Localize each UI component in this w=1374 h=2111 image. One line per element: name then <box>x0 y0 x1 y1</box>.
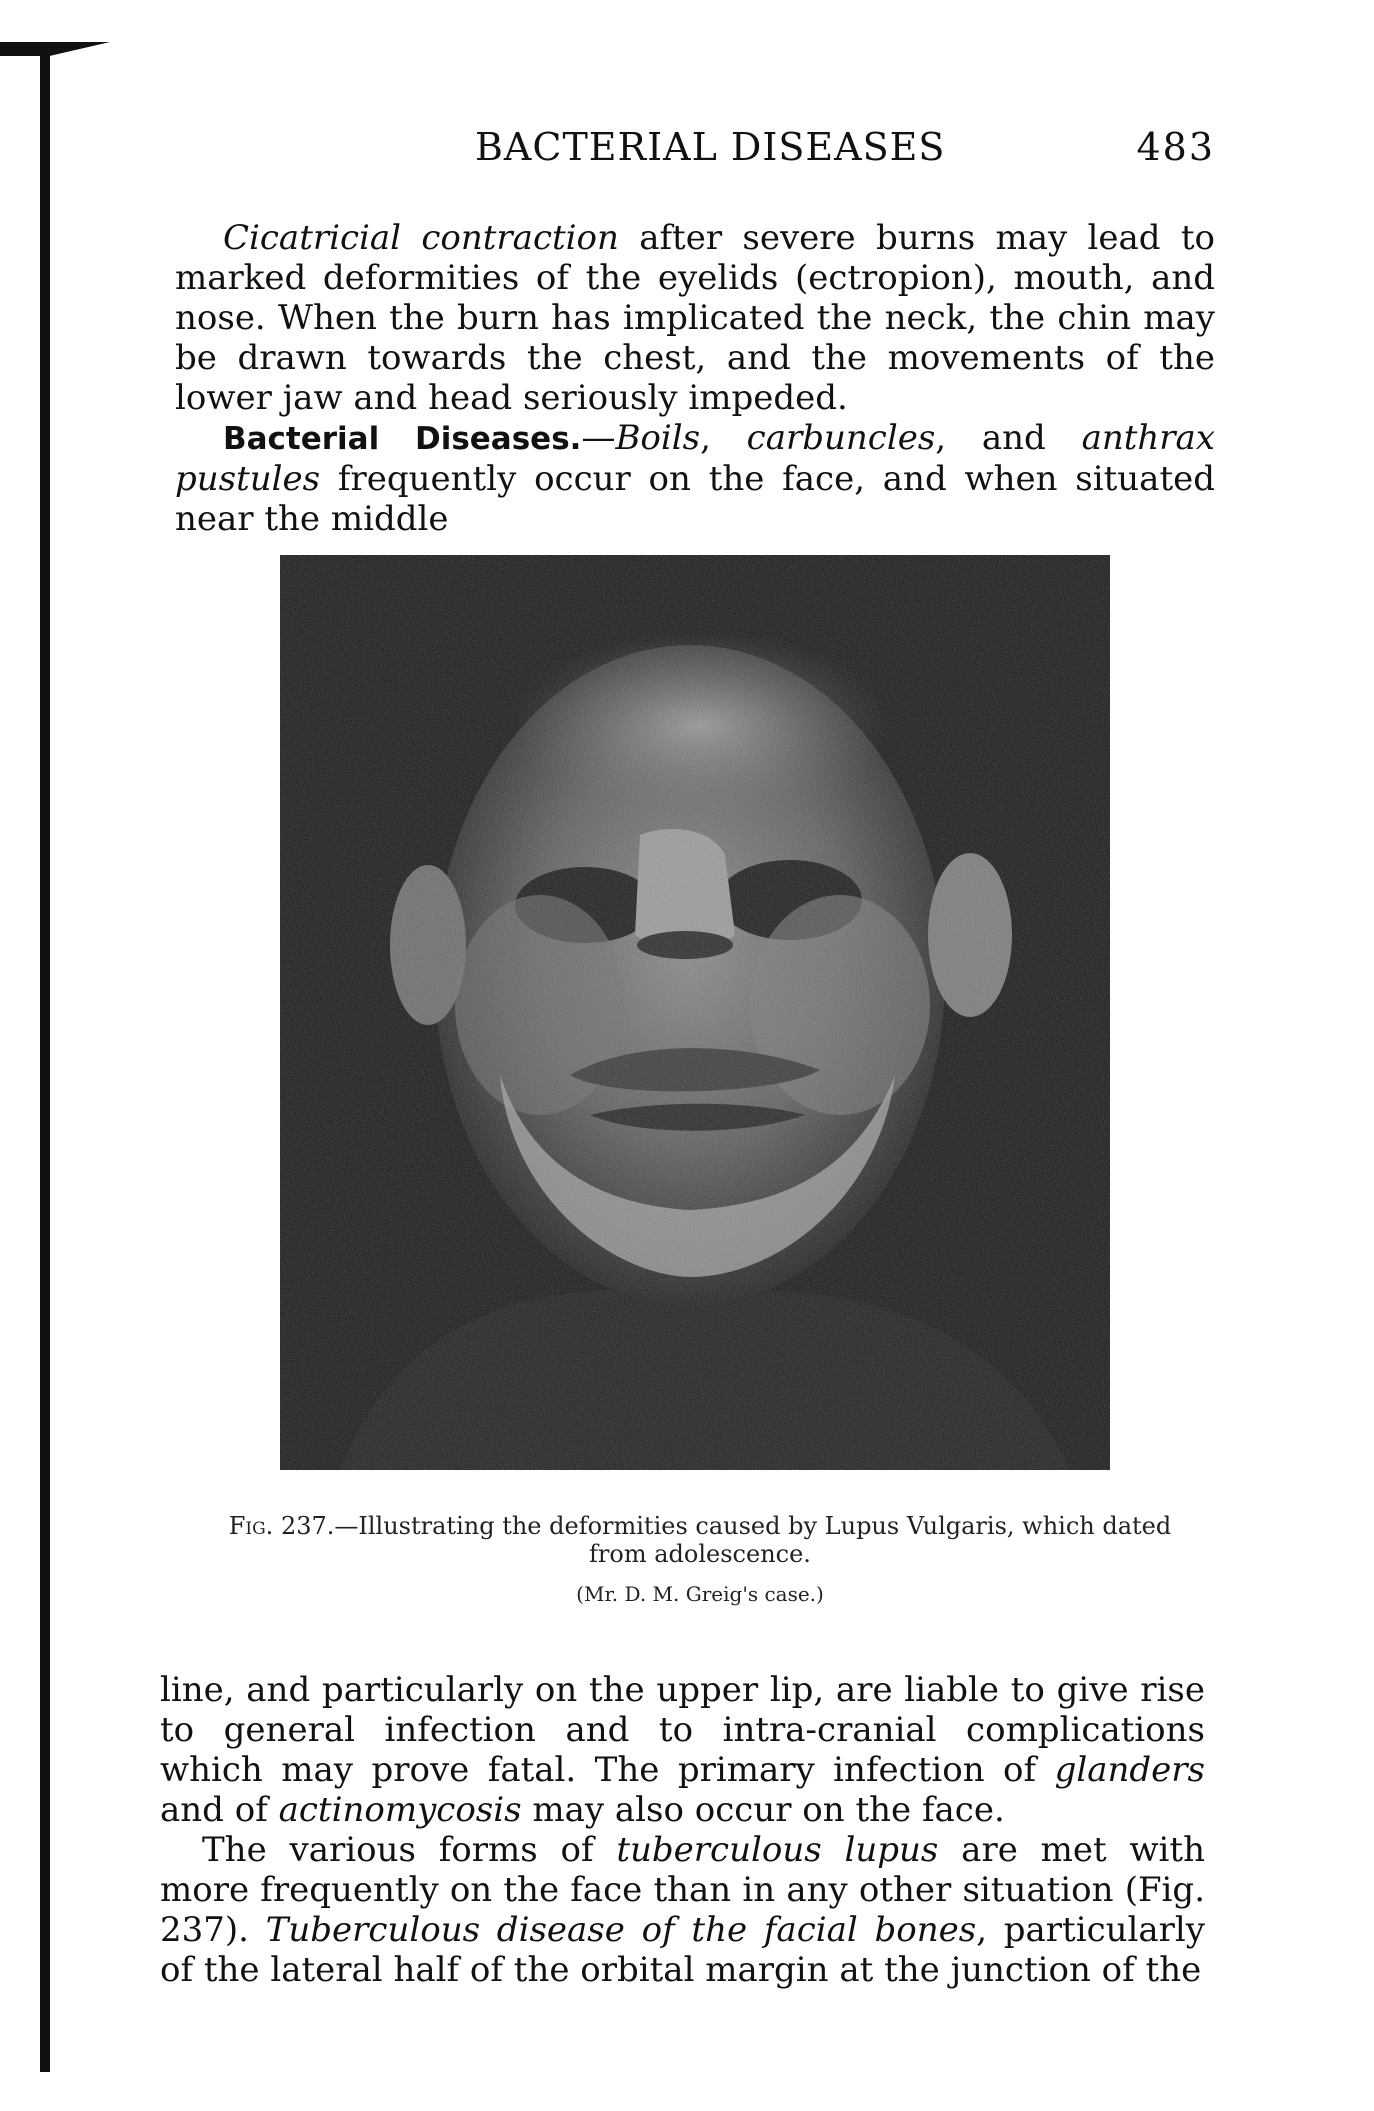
italic-term: Cicatricial contraction <box>223 218 619 258</box>
paragraph-text: frequently occur on the face, and when situated near the middle <box>175 459 1215 539</box>
italic-term: actinomycosis <box>278 1790 522 1830</box>
paragraph-bacterial <box>175 418 1215 539</box>
italic-term: tuberculous lupus <box>616 1830 939 1870</box>
running-head <box>175 125 1215 175</box>
figure-photograph <box>280 555 1110 1470</box>
figure-credit: (Mr. D. M. Greig's case.) <box>576 1582 824 1606</box>
paragraph-text: and of <box>160 1790 279 1830</box>
italic-term: Boils <box>615 418 701 458</box>
lupus-patient-portrait <box>280 555 1110 1470</box>
page-number: 483 <box>1136 125 1215 169</box>
paragraph-text: are met with more frequently on the face than in any other situation (Fig. 237). <box>160 1830 1205 1950</box>
paragraph-text: after severe burns may lead to marked deformities of the eyelids (ectropion), mouth, and nose. When the burn has implicated the neck, the chin may be drawn towards the chest, and the movements of the lower jaw and head seriously impeded. <box>175 218 1216 418</box>
paragraph-text: The various forms of <box>202 1830 617 1870</box>
italic-term: glanders <box>1054 1750 1205 1790</box>
paragraph-text: , <box>700 418 747 458</box>
figure-caption-text: —Illustrating the deformities caused by Lupus Vulgaris, which dated from adolescence. <box>334 1512 1172 1568</box>
paragraph-tuberculous <box>160 1830 1205 1990</box>
italic-term: carbuncles <box>746 418 936 458</box>
running-head-title: BACTERIAL DISEASES <box>475 125 946 169</box>
paragraph-cicatricial <box>175 218 1215 418</box>
scan-edge-bar <box>40 52 50 2072</box>
em-dash: — <box>581 418 616 458</box>
paragraph-text: line, and particularly on the upper lip, are liable to give rise to general infection and to intra-cranial complications which may prove fatal. The primary infection of <box>160 1670 1205 1790</box>
italic-term: anthrax pustules <box>175 418 1215 499</box>
scan-edge-top <box>0 42 110 56</box>
paragraph-continuation <box>160 1670 1205 1830</box>
paragraph-text: , and <box>935 418 1082 458</box>
figure-caption <box>200 1512 1200 1608</box>
figure-label: Fig. 237. <box>228 1512 335 1540</box>
paragraph-text: , particularly of the lateral half of the orbital margin at the junction of the <box>160 1910 1206 1990</box>
italic-term: Tuberculous disease of the facial bones <box>265 1910 977 1950</box>
paragraph-text: may also occur on the face. <box>521 1790 1005 1830</box>
section-heading: Bacterial Diseases. <box>223 421 582 457</box>
